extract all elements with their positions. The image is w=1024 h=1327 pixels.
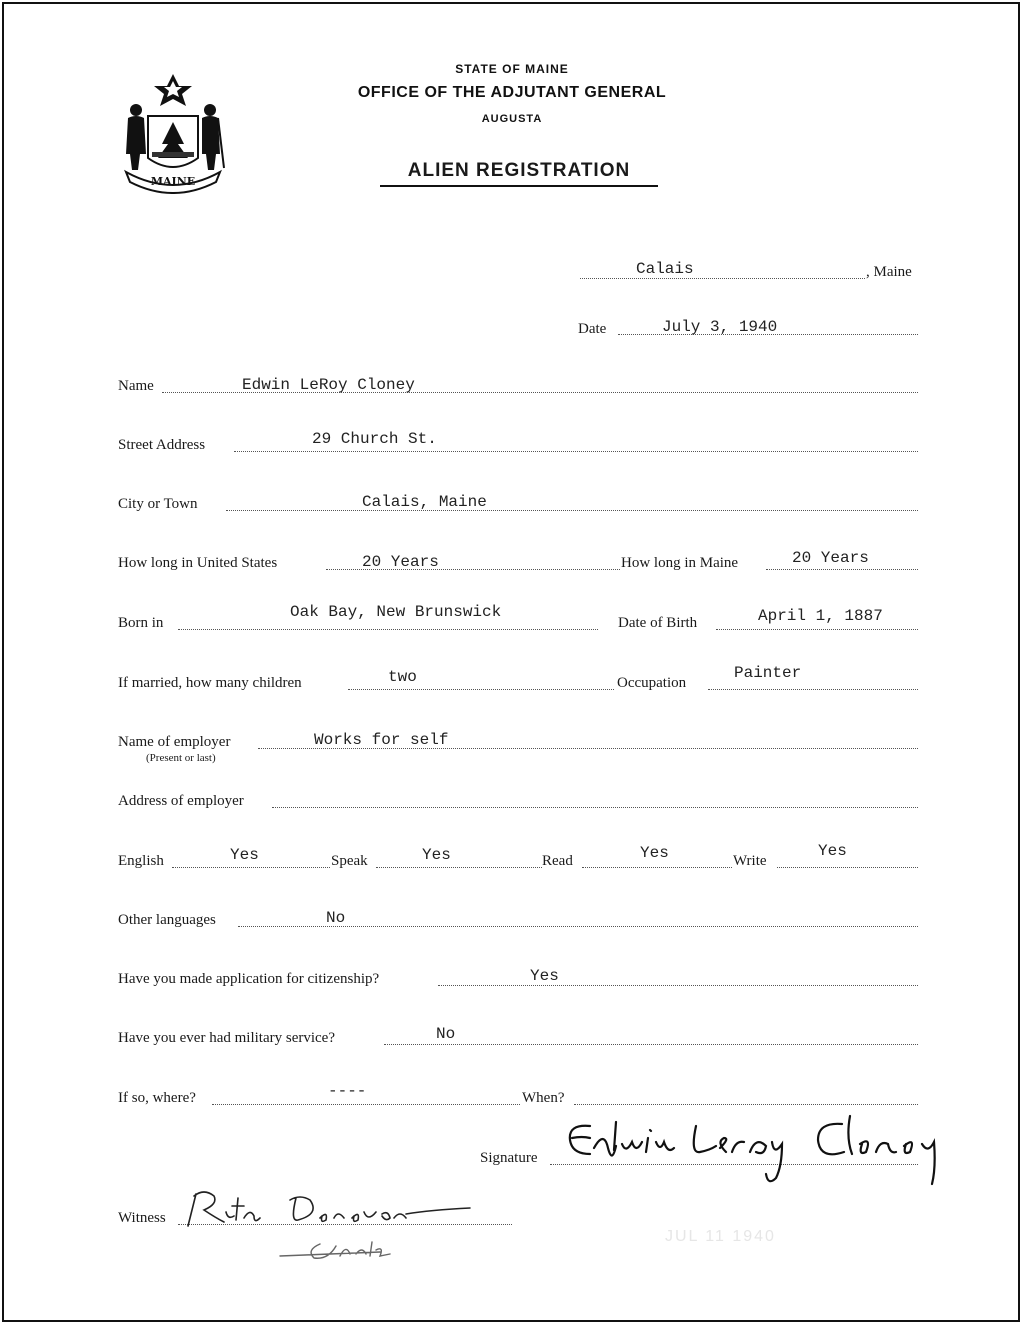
read-label: Read [542, 853, 573, 869]
city-value: Calais, Maine [362, 493, 487, 511]
witness-label: Witness [118, 1210, 166, 1226]
employer-address-label: Address of employer [118, 793, 244, 809]
speak-label: Speak [331, 853, 368, 869]
office-heading: OFFICE OF THE ADJUTANT GENERAL [357, 84, 667, 101]
military-line [384, 1044, 918, 1045]
military-value: No [436, 1025, 456, 1043]
write-line [777, 867, 918, 868]
english-value: Yes [230, 846, 259, 864]
employer-value: Works for self [314, 731, 449, 749]
place-value: Calais [636, 260, 694, 278]
street-value: 29 Church St. [312, 430, 437, 448]
other-languages-label: Other languages [118, 912, 216, 928]
where-label: If so, where? [118, 1090, 196, 1106]
write-label: Write [733, 853, 767, 869]
witness-handwriting [180, 1184, 480, 1274]
occupation-value: Painter [734, 664, 802, 682]
maine-value: 20 Years [792, 549, 869, 567]
speak-line [376, 867, 542, 868]
form-title: ALIEN REGISTRATION [380, 160, 658, 187]
signature-label: Signature [480, 1150, 538, 1166]
read-value: Yes [640, 844, 669, 862]
occupation-label: Occupation [617, 675, 687, 691]
street-label: Street Address [118, 437, 206, 453]
place-suffix: , Maine [866, 264, 912, 280]
signature-handwriting [560, 1108, 1005, 1188]
date-value: July 3, 1940 [662, 318, 778, 336]
when-label: When? [522, 1090, 565, 1106]
occupation-line [708, 689, 918, 690]
name-value: Edwin LeRoy Cloney [242, 376, 415, 394]
name-label: Name [118, 378, 154, 394]
place-line [580, 278, 865, 279]
citizenship-label: Have you made application for citizenship? [118, 971, 380, 987]
born-line [178, 629, 598, 630]
us-value: 20 Years [362, 553, 439, 571]
citizenship-value: Yes [530, 967, 559, 985]
faded-date-stamp: JUL 11 1940 [665, 1228, 776, 1245]
city-line [226, 510, 918, 511]
state-heading: STATE OF MAINE [455, 62, 569, 76]
employer-note: (Present or last) [146, 752, 216, 764]
where-line [212, 1104, 520, 1105]
born-value: Oak Bay, New Brunswick [290, 603, 502, 621]
when-line [574, 1104, 918, 1105]
dob-label: Date of Birth [618, 615, 698, 631]
children-value: two [388, 668, 417, 686]
military-label: Have you ever had military service? [118, 1030, 335, 1046]
street-line [234, 451, 918, 452]
city-label: City or Town [118, 496, 198, 512]
other-languages-value: No [326, 909, 346, 927]
read-line [582, 867, 732, 868]
where-value: ---- [328, 1082, 367, 1100]
born-label: Born in [118, 615, 164, 631]
english-line [172, 867, 330, 868]
write-value: Yes [818, 842, 847, 860]
employer-label: Name of employer [118, 734, 231, 750]
date-label: Date [578, 321, 607, 337]
children-line [348, 689, 614, 690]
city-heading: AUGUSTA [481, 113, 543, 125]
us-label: How long in United States [118, 555, 278, 571]
children-label: If married, how many children [118, 675, 302, 691]
dob-line [716, 629, 918, 630]
dob-value: April 1, 1887 [758, 607, 883, 625]
speak-value: Yes [422, 846, 451, 864]
english-label: English [118, 853, 164, 869]
svg-text:MAINE: MAINE [150, 175, 196, 188]
maine-label: How long in Maine [621, 555, 739, 571]
maine-line [766, 569, 918, 570]
citizenship-line [438, 985, 918, 986]
employer-address-line [272, 807, 918, 808]
